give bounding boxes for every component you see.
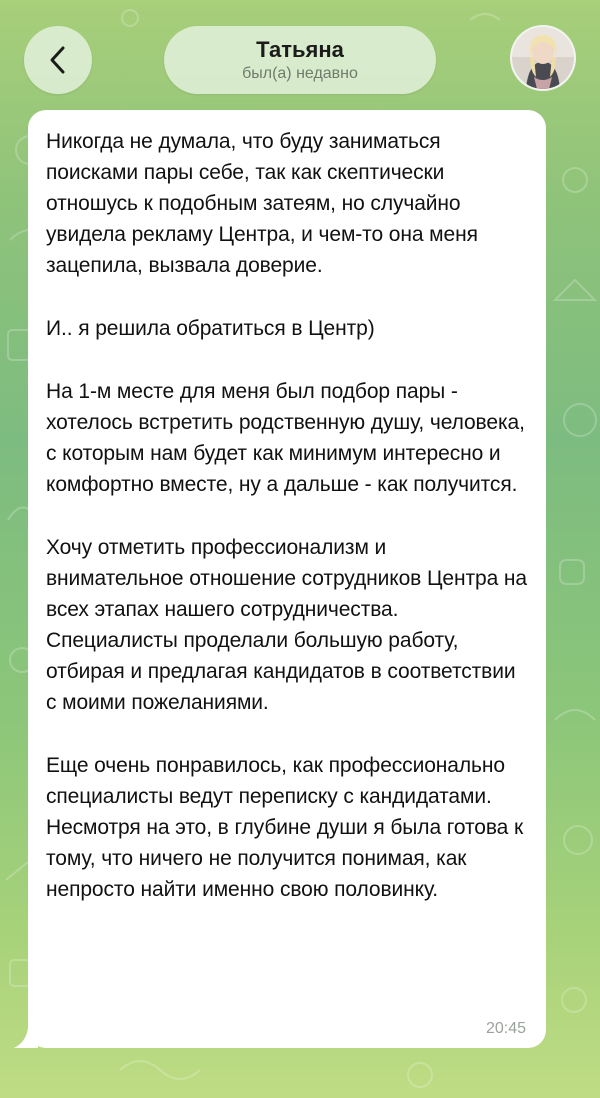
- chevron-left-icon: [47, 45, 69, 75]
- message-paragraph: Хочу отметить профессионализм и внимательное отношение сотрудников Центра на всех этапах нашего сотрудничества. Специалисты проделали большую работу, отбирая и предлагая кандидатов в соответствии с моими пожеланиями.: [46, 536, 527, 714]
- back-button[interactable]: [24, 26, 92, 94]
- avatar[interactable]: [510, 25, 576, 91]
- contact-status: был(а) недавно: [242, 64, 358, 82]
- message-paragraph: И.. я решила обратиться в Центр): [46, 317, 375, 340]
- incoming-message-bubble[interactable]: [28, 110, 546, 1048]
- chat-header: [0, 0, 600, 110]
- contact-info-pill[interactable]: [164, 26, 436, 94]
- message-paragraph: Еще очень понравилось, как профессионально специалисты ведут переписку с кандидатами. Несмотря на это, в глубине души я была готова к тому, что ничего не получится понимая, как непросто найти именно свою половинку.: [46, 754, 524, 901]
- message-paragraph: На 1-м месте для меня был подбор пары - хотелось встретить родственную душу, человека, с которым нам будет как минимум интересно и комфортно вместе, ну а дальше - как получится.: [46, 380, 525, 496]
- message-timestamp: 20:45: [485, 1020, 526, 1037]
- message-paragraph: Никогда не думала, что буду заниматься поисками пары себе, так как скептически отношусь к подобным затеям, но случайно увидела рекламу Центра, и чем-то она меня зацепила, вызвала доверие.: [46, 130, 478, 277]
- contact-name: Татьяна: [256, 36, 344, 62]
